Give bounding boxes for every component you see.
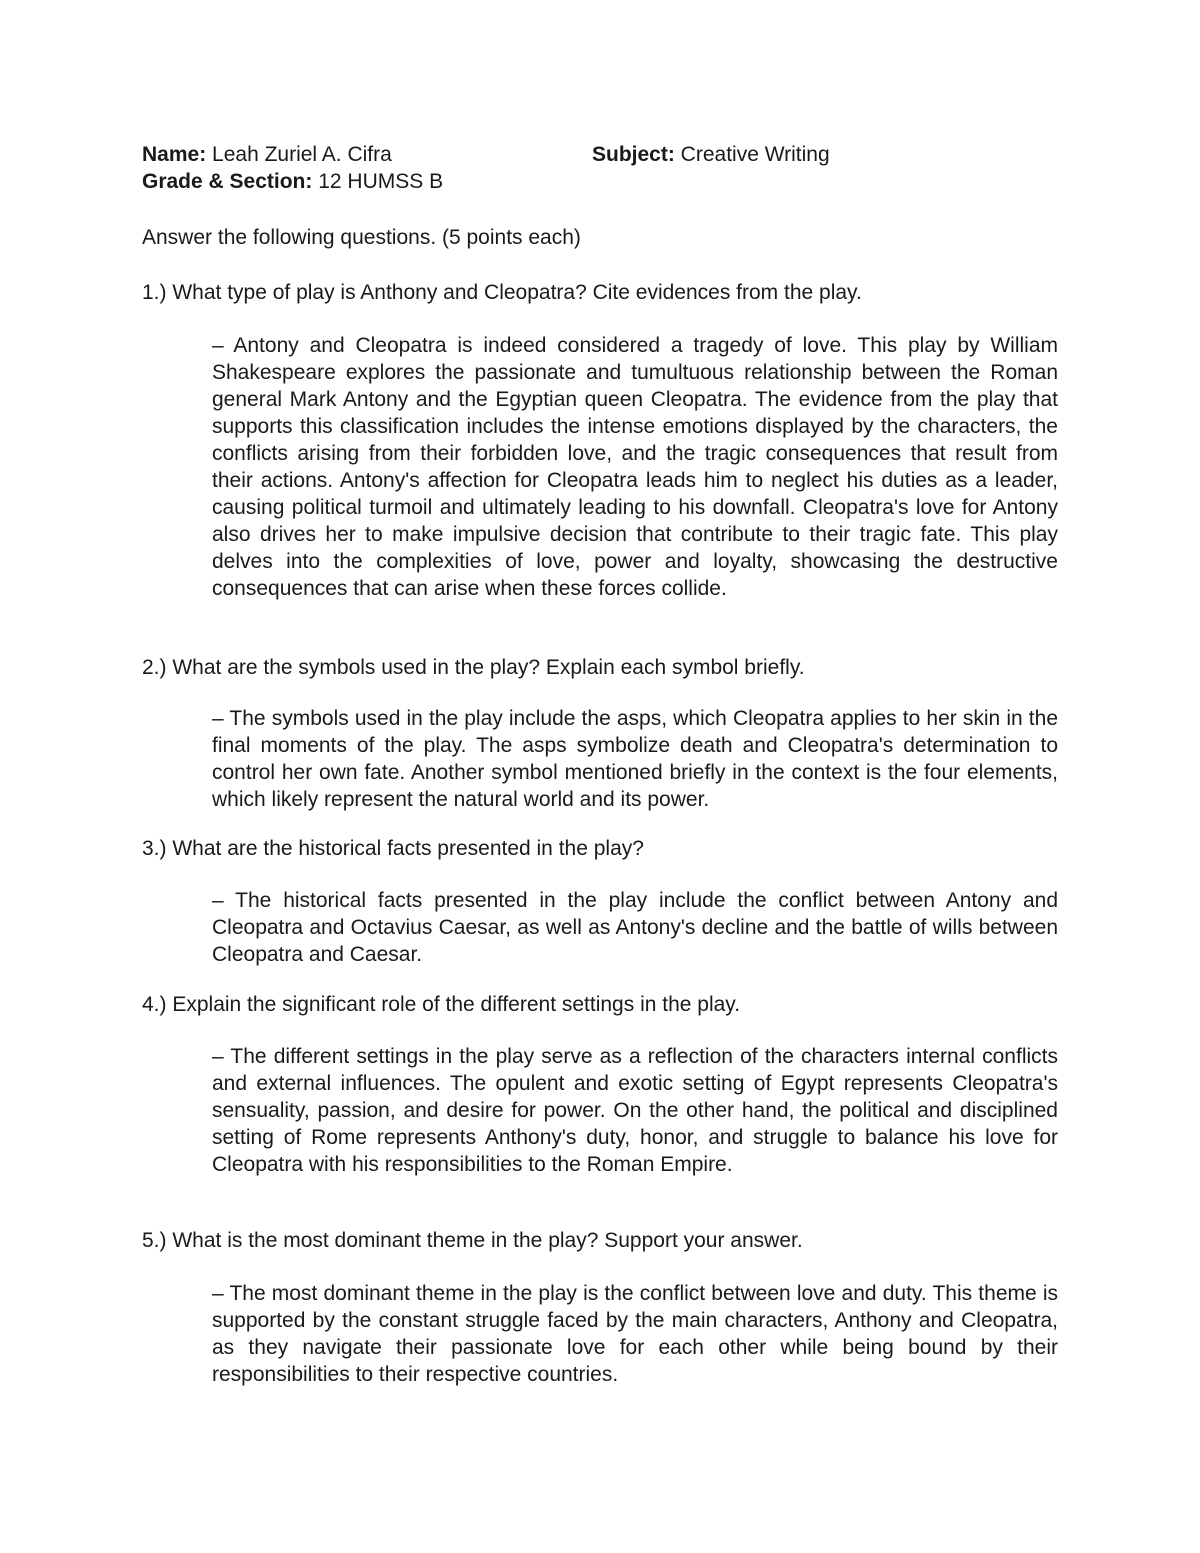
question-2: 2.) What are the symbols used in the play? Explain each symbol briefly.: [142, 656, 805, 679]
grade-section-value: 12 HUMSS B: [312, 170, 444, 193]
answer-1: – Antony and Cleopatra is indeed considered a tragedy of love. This play by William Shakespeare explores the passionate and tumultuous relationship between the Roman general Mark Antony and the Egyptian queen Cleopatra. The evidence from the play that supports this classification includes the intense emotions displayed by the characters, the conflicts arising from their forbidden love, and the tragic consequences that result from their actions. Antony's affection for Cleopatra leads him to neglect his duties as a leader, causing political turmoil and ultimately leading to his downfall. Cleopatra's love for Antony also drives her to make impulsive decision that contribute to their tragic fate. This play delves into the complexities of love, power and loyalty, showcasing the destructive consequences that can arise when these forces collide.: [212, 334, 1058, 600]
name-value: Leah Zuriel A. Cifra: [206, 143, 392, 166]
subject-field: [592, 142, 830, 168]
question-5: 5.) What is the most dominant theme in the play? Support your answer.: [142, 1229, 803, 1252]
name-label: Name:: [142, 143, 207, 166]
name-field: [142, 142, 392, 168]
question-4: 4.) Explain the significant role of the different settings in the play.: [142, 993, 741, 1016]
answer-3: – The historical facts presented in the play include the conflict between Antony and Cleopatra and Octavius Caesar, as well as Antony's decline and the battle of wills between Cleopatra and Caesar.: [212, 889, 1058, 966]
question-3: 3.) What are the historical facts presented in the play?: [142, 837, 644, 860]
subject-value: Creative Writing: [674, 143, 830, 166]
answer-4: – The different settings in the play serve as a reflection of the characters internal conflicts and external influences. The opulent and exotic setting of Egypt represents Cleopatra's sensuality, passion, and desire for power. On the other hand, the political and disciplined setting of Rome represents Anthony's duty, honor, and struggle to balance his love for Cleopatra with his responsibilities to the Roman Empire.: [212, 1045, 1058, 1176]
subject-label: Subject:: [592, 143, 675, 166]
answer-2: – The symbols used in the play include the asps, which Cleopatra applies to her skin in the final moments of the play. The asps symbolize death and Cleopatra's determination to control her own fate. Another symbol mentioned briefly in the context is the four elements, which likely represent the natural world and its power.: [212, 707, 1058, 811]
instructions: Answer the following questions. (5 points each): [142, 226, 581, 249]
grade-section-label: Grade & Section:: [142, 170, 313, 193]
answer-5: – The most dominant theme in the play is the conflict between love and duty. This theme is supported by the constant struggle faced by the main characters, Anthony and Cleopatra, as they navigate their passionate love for each other while being bound by their responsibilities to their respective countries.: [212, 1282, 1058, 1386]
question-1: 1.) What type of play is Anthony and Cleopatra? Cite evidences from the play.: [142, 281, 862, 304]
grade-section-field: [142, 169, 443, 195]
